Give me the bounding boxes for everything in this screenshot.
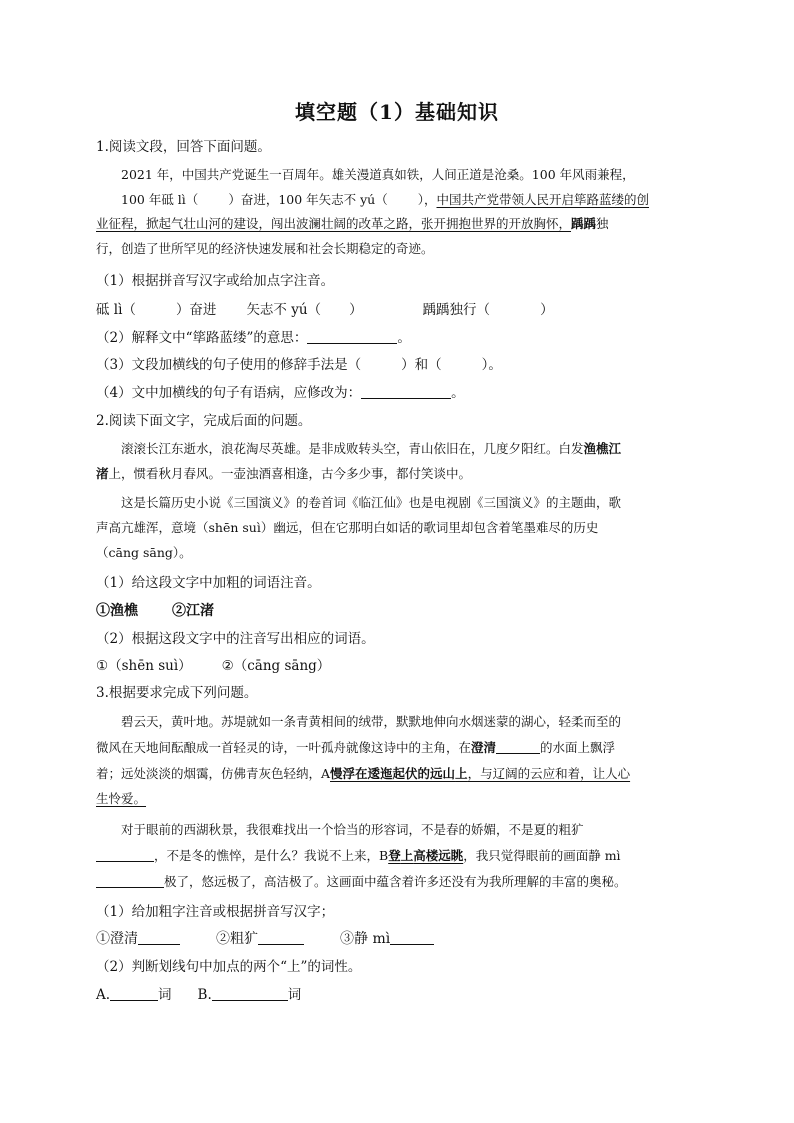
q2-item-2: ②江渚 [172,603,214,619]
q3-p3-text: 着；远处淡淡的烟霭，仿佛青灰色轻纳，A [96,766,331,781]
q3-item-1-blank[interactable] [138,931,180,945]
q3-sub-2-items [96,986,301,1004]
q1-item-c-tail: ） [540,302,554,318]
q1-sub-2-answer-blank[interactable] [307,330,397,344]
q2-passage-line-3: 这是长篇历史小说《三国演义》的卷首词《临江仙》也是电视剧《三国演义》的主题曲，歌 [121,495,622,510]
q3-p6-text: ，不是冬的憔悴，是什么？我说不上来，B [154,848,389,863]
q3-bold-word-chengqing: 澄清 [471,740,497,755]
q3-dotted-shang-b: 上 [400,848,414,863]
q2-passage-line-2 [96,465,471,483]
q3-underlined-sentence-a-tail: ，与辽阔的云应和着，让人心 [467,766,631,781]
q3-p7-text: 极了，悠远极了，高洁极了。这画面中蕴含着许多还没有为我所理解的丰富的奥秘。 [164,874,627,889]
q1-passage-line-3 [96,215,609,233]
q1-item-b-label: 矢志不 yú（ [246,302,322,318]
q1-item-a-tail: ）奋进 [175,302,217,318]
q1-p2-part-a: 100 年砥 lì（ [121,192,199,207]
q3-sub-1-items [96,930,434,948]
q2-heading: 2.阅读下面文字，完成后面的问题。 [96,413,312,429]
q1-passage-line-4: 行，创造了世所罕见的经济快速发展和社会长期稳定的奇迹。 [96,241,434,256]
q3-passage-line-1: 碧云天，黄叶地。苏堤就如一条青黄相间的绒带，默默地伸向水烟迷蒙的湖心，轻柔而至的 [121,714,622,729]
q3-sub-2: （2）判断划线句中加点的两个“上”的词性。 [96,959,362,975]
q1-sub-1: （1）根据拼音写汉字或给加点字注音。 [96,273,335,289]
q3-item-3: ③静 mì [340,931,391,947]
q1-sub-4-end: 。 [451,385,465,401]
q2-passage-line-5: （cāng sāng）。 [96,545,192,560]
q1-item-a-label: 砥 lì（ [96,302,136,318]
q2-item-1: ①渔樵 [96,603,138,619]
q3-answer-a-blank[interactable] [110,987,158,1001]
q3-answer-a-tail: 词 [158,987,172,1003]
q3-item-2: ②粗犷 [216,931,258,947]
q3-p6-blank[interactable] [96,848,154,862]
q3-sub-1: （1）给加粗字注音或根据拼音写汉字； [96,904,335,920]
q2-bold-word-1: 渔樵江 [583,441,622,456]
q1-sub-1-items [96,301,554,319]
q2-passage-line-4: 声高亢雄浑，意境（shēn suì）幽远，但在它那明白如话的歌词里却包含着笔墨难尽的历史 [96,520,599,535]
q3-heading: 3.根据要求完成下列问题。 [96,685,258,701]
q3-p7-blank[interactable] [96,874,164,888]
q3-passage-line-4 [96,790,146,808]
q2-sub-2-items [96,657,330,675]
q1-sub-4-label: （4）文中加横线的句子有语病，应修改为： [96,385,362,401]
q2-sub-2: （2）根据这段文字中的注音写出相应的词语。 [96,631,375,647]
q2-p1-text: 滚滚长江东逝水，浪花淘尽英雄。是非成败转头空，青山依旧在，几度夕阳红。白发 [121,441,584,456]
page-title: 填空题（1）基础知识 [295,100,499,124]
q3-p2-tail: 的水面上飘浮 [540,740,616,755]
q3-item-2-blank[interactable] [258,931,304,945]
q1-passage-line-2 [121,191,649,209]
q3-passage-line-7 [96,873,627,891]
q3-p2-text: 微风在天地间酝酿成一首轻灵的诗，一叶孤舟就像这诗中的主角，在 [96,740,472,755]
q3-p6-tail: ，我只觉得眼前的画面静 mì [463,848,621,863]
q1-item-c-label: 踽踽独行（ [422,302,491,318]
q1-sub-2-label: （2）解释文中“筚路蓝缕”的意思： [96,330,308,346]
q1-sub-4 [96,384,465,402]
q2-sub-1-items [96,602,214,620]
q1-sub-4-answer-blank[interactable] [361,385,451,399]
q2-sub-1: （1）给这段文字中加粗的词语注音。 [96,575,321,591]
q1-underlined-sentence-1: 中国共产党带领人民开启筚路蓝缕的创 [436,192,650,207]
q1-passage-line-1: 2021 年，中国共产党诞生一百周年。雄关漫道真如铁，人间正道是沧桑。100 年风雨兼程， [121,167,635,182]
q1-heading: 1.阅读文段，回答下面问题。 [96,139,271,155]
q3-dotted-shang-a: 上 [455,766,468,781]
q1-sub-3 [96,356,502,374]
q1-sub-2-end: 。 [397,330,411,346]
q2-passage-line-1 [121,440,621,458]
q3-answer-a-label: A. [96,987,111,1003]
q3-p2-blank[interactable] [496,740,540,754]
q1-sub-3-end: ）。 [481,357,502,373]
q3-passage-line-6 [96,847,621,865]
q2-pinyin-item-1: ①（shēn suì） [96,658,192,674]
q1-item-b-tail: ） [349,302,363,318]
q3-answer-b-label: B. [197,987,212,1003]
q3-answer-b-blank[interactable] [212,987,288,1001]
q2-bold-word-2: 渚 [96,466,109,481]
q1-p2-part-c: ）， [417,192,437,207]
q3-underlined-sentence-b-start: 登 [388,848,401,863]
q3-answer-b-tail: 词 [287,987,302,1003]
q1-p2-part-b: ）奋进，100 年矢志不 yú（ [228,192,388,207]
q1-sub-3-mid: ）和（ [401,357,442,373]
q3-item-3-blank[interactable] [390,931,434,945]
q3-passage-line-2 [96,739,615,757]
q2-pinyin-item-2: ②（cāng sāng） [221,658,331,674]
q3-item-1: ①澄清 [96,931,138,947]
q1-dotted-word: 踽踽 [571,216,597,231]
q2-p2-text: 上，惯看秋月春风。一壶浊酒喜相逢，古今多少事，都付笑谈中。 [108,466,472,481]
q3-passage-line-5: 对于眼前的西湖秋景，我很难找出一个恰当的形容词，不是春的娇媚，不是夏的粗犷 [121,822,584,837]
q3-passage-line-3 [96,765,630,783]
q1-sub-3-label: （3）文段加横线的句子使用的修辞手法是（ [96,357,362,373]
q3-underlined-sentence-b: 高楼远眺 [413,848,464,863]
q3-underlined-sentence-a-end: 生怜爱。 [96,791,147,806]
q3-underlined-sentence-a: 慢浮在逶迤起伏的远山 [330,766,456,781]
q1-underlined-sentence-2: 业征程，掀起气壮山河的建设，闯出波澜壮阔的改革之路，张开拥抱世界的开放胸怀， [96,216,572,231]
q1-sub-2 [96,329,411,347]
q1-p3-tail: 独 [596,216,609,231]
